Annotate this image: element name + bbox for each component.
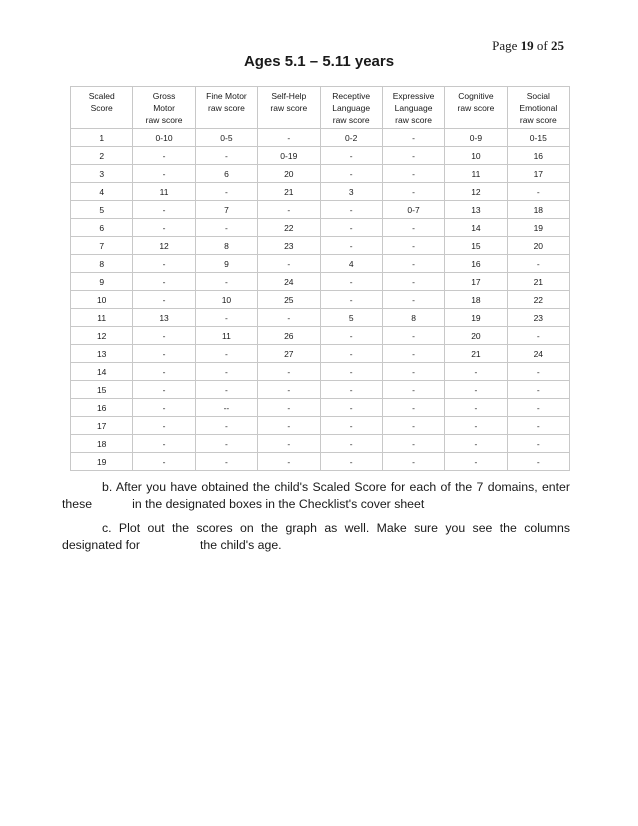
raw-score-cell: 3 (320, 183, 382, 201)
raw-score-cell: - (258, 435, 320, 453)
raw-score-cell: - (382, 453, 444, 471)
raw-score-cell: - (133, 255, 195, 273)
table-row (71, 147, 570, 165)
table-row (71, 237, 570, 255)
raw-score-cell: - (133, 399, 195, 417)
raw-score-cell: 19 (507, 219, 569, 237)
table-row (71, 345, 570, 363)
column-header-line: Social (526, 91, 550, 101)
raw-score-cell: - (507, 183, 569, 201)
column-header-line: raw score (145, 115, 183, 125)
column-header-line: raw score (395, 115, 432, 125)
raw-score-cell: - (507, 363, 569, 381)
raw-score-cell: - (320, 363, 382, 381)
raw-score-cell: 0-5 (195, 129, 257, 147)
raw-score-cell: - (258, 381, 320, 399)
column-header (445, 87, 507, 129)
column-header-line (258, 114, 319, 126)
page-label: Page (492, 38, 518, 53)
column-header-line: raw score (457, 103, 495, 113)
scaled-score-cell: 11 (71, 309, 133, 327)
column-header-line: Language (332, 103, 371, 113)
scaled-score-cell: 2 (71, 147, 133, 165)
column-header-line (445, 114, 506, 126)
table-row (71, 309, 570, 327)
column-header-line: Score (90, 103, 113, 113)
scaled-score-cell: 8 (71, 255, 133, 273)
raw-score-cell: - (133, 201, 195, 219)
raw-score-cell: - (133, 435, 195, 453)
column-header-line: Scaled (88, 91, 115, 101)
table-row (71, 219, 570, 237)
raw-score-cell: - (320, 147, 382, 165)
raw-score-cell: - (445, 435, 507, 453)
raw-score-cell: - (507, 435, 569, 453)
raw-score-cell: - (195, 273, 257, 291)
column-header (71, 87, 133, 129)
column-header-line: Expressive (392, 91, 435, 101)
raw-score-cell: 17 (445, 273, 507, 291)
raw-score-cell: - (320, 237, 382, 255)
column-header-line: raw score (270, 103, 308, 113)
table-body (71, 129, 570, 471)
column-header-line: Motor (153, 103, 175, 113)
raw-score-cell: 10 (195, 291, 257, 309)
column-header-line: Self-Help (271, 91, 307, 101)
raw-score-cell: 4 (320, 255, 382, 273)
raw-score-cell: 25 (258, 291, 320, 309)
raw-score-cell: 18 (507, 201, 569, 219)
page-number (492, 38, 564, 54)
raw-score-cell: -- (195, 399, 257, 417)
raw-score-cell: - (382, 363, 444, 381)
column-header-line: Emotional (519, 103, 558, 113)
scaled-score-cell: 9 (71, 273, 133, 291)
raw-score-cell: 26 (258, 327, 320, 345)
raw-score-cell: - (258, 309, 320, 327)
raw-score-cell: - (382, 399, 444, 417)
raw-score-cell: - (382, 147, 444, 165)
raw-score-cell: 12 (445, 183, 507, 201)
raw-score-cell: - (195, 183, 257, 201)
page-title: Ages 5.1 – 5.11 years (243, 53, 395, 70)
raw-score-cell: 0-9 (445, 129, 507, 147)
raw-score-cell: - (382, 327, 444, 345)
scaled-score-cell: 6 (71, 219, 133, 237)
raw-score-cell: - (507, 417, 569, 435)
raw-score-cell: - (258, 399, 320, 417)
raw-score-cell: 7 (195, 201, 257, 219)
raw-score-cell: - (133, 273, 195, 291)
raw-score-cell: - (507, 399, 569, 417)
raw-score-cell: 8 (195, 237, 257, 255)
table-row (71, 291, 570, 309)
raw-score-cell: - (382, 255, 444, 273)
raw-score-cell: - (133, 453, 195, 471)
table-row (71, 399, 570, 417)
raw-score-cell: - (382, 435, 444, 453)
column-header-line: Language (394, 103, 433, 113)
column-header-line: raw score (208, 103, 245, 113)
raw-score-cell: - (382, 183, 444, 201)
raw-score-cell: 10 (445, 147, 507, 165)
column-header (133, 87, 195, 129)
raw-score-cell: 0-10 (133, 129, 195, 147)
table-row (71, 417, 570, 435)
raw-score-cell: - (195, 417, 257, 435)
raw-score-cell: 14 (445, 219, 507, 237)
raw-score-cell: - (195, 363, 257, 381)
instruction-c-part2: the child's age. (199, 538, 282, 552)
raw-score-cell: 15 (445, 237, 507, 255)
raw-score-cell: 27 (258, 345, 320, 363)
raw-score-cell: - (320, 165, 382, 183)
raw-score-cell: - (195, 345, 257, 363)
scaled-score-cell: 7 (71, 237, 133, 255)
raw-score-cell: 13 (445, 201, 507, 219)
raw-score-cell: 17 (507, 165, 569, 183)
raw-score-cell: - (195, 453, 257, 471)
instruction-c (62, 520, 570, 554)
table-row (71, 273, 570, 291)
raw-score-cell: - (507, 255, 569, 273)
raw-score-cell: 21 (507, 273, 569, 291)
raw-score-cell: - (445, 417, 507, 435)
raw-score-cell: - (382, 219, 444, 237)
raw-score-cell: 23 (507, 309, 569, 327)
column-header-line: Receptive (332, 91, 371, 101)
raw-score-cell: - (445, 363, 507, 381)
table-row (71, 381, 570, 399)
raw-score-cell: - (258, 255, 320, 273)
column-header-line: raw score (519, 115, 557, 125)
raw-score-cell: - (133, 345, 195, 363)
raw-score-cell: - (320, 381, 382, 399)
raw-score-cell: - (258, 201, 320, 219)
raw-score-cell: 5 (320, 309, 382, 327)
raw-score-cell: - (507, 381, 569, 399)
raw-score-cell: - (507, 453, 569, 471)
scaled-score-cell: 3 (71, 165, 133, 183)
table-row (71, 201, 570, 219)
column-header (382, 87, 444, 129)
scaled-score-cell: 1 (71, 129, 133, 147)
raw-score-cell: - (382, 291, 444, 309)
raw-score-cell: 20 (445, 327, 507, 345)
raw-score-cell: - (258, 453, 320, 471)
raw-score-cell: 11 (445, 165, 507, 183)
scaled-score-cell: 17 (71, 417, 133, 435)
raw-score-cell: - (507, 327, 569, 345)
raw-score-cell: 11 (133, 183, 195, 201)
table-row (71, 165, 570, 183)
raw-score-cell: - (258, 417, 320, 435)
raw-score-cell: - (133, 219, 195, 237)
raw-score-cell: 13 (133, 309, 195, 327)
raw-score-cell: 12 (133, 237, 195, 255)
raw-score-cell: - (320, 399, 382, 417)
raw-score-cell: - (133, 381, 195, 399)
raw-score-cell: - (133, 327, 195, 345)
raw-score-cell: - (382, 345, 444, 363)
raw-score-cell: - (382, 417, 444, 435)
raw-score-cell: 19 (445, 309, 507, 327)
raw-score-cell: - (133, 363, 195, 381)
raw-score-cell: 21 (258, 183, 320, 201)
raw-score-cell: - (320, 453, 382, 471)
scaled-score-cell: 18 (71, 435, 133, 453)
raw-score-cell: - (382, 273, 444, 291)
scaled-score-cell: 15 (71, 381, 133, 399)
column-header-line: Cognitive (458, 91, 494, 101)
raw-score-cell: 16 (445, 255, 507, 273)
raw-score-cell: - (133, 417, 195, 435)
column-header-line: Gross (152, 91, 176, 101)
table-row (71, 363, 570, 381)
table-row (71, 453, 570, 471)
raw-score-cell: - (195, 147, 257, 165)
instruction-b-part2: in the designated boxes in the Checklist's cover sheet (132, 497, 425, 511)
raw-score-cell: - (133, 165, 195, 183)
scaled-score-cell: 14 (71, 363, 133, 381)
table-row (71, 255, 570, 273)
page-current: 19 (520, 38, 534, 53)
instruction-b (62, 479, 570, 513)
raw-score-cell: - (133, 291, 195, 309)
table-row (71, 327, 570, 345)
raw-score-cell: 0-19 (258, 147, 320, 165)
raw-score-cell: 8 (382, 309, 444, 327)
raw-score-cell: - (195, 309, 257, 327)
raw-score-cell: 22 (507, 291, 569, 309)
raw-score-cell: 18 (445, 291, 507, 309)
raw-score-cell: 0-7 (382, 201, 444, 219)
column-header-line (196, 114, 257, 126)
column-header-line (71, 114, 132, 126)
raw-score-cell: 0-15 (507, 129, 569, 147)
raw-score-cell: - (382, 237, 444, 255)
raw-score-cell: 16 (507, 147, 569, 165)
raw-score-cell: 24 (507, 345, 569, 363)
scaled-score-cell: 16 (71, 399, 133, 417)
scaled-score-cell: 12 (71, 327, 133, 345)
raw-score-cell: 20 (507, 237, 569, 255)
instruction-b-part1: b. After you have obtained the child's Scaled Score for each of the 7 domains, enter these (62, 480, 570, 511)
page-of: of (536, 38, 548, 53)
raw-score-cell: - (445, 381, 507, 399)
raw-score-cell: 0-2 (320, 129, 382, 147)
scaled-score-cell: 10 (71, 291, 133, 309)
raw-score-cell: 24 (258, 273, 320, 291)
raw-score-cell: - (445, 399, 507, 417)
raw-score-cell: - (320, 327, 382, 345)
raw-score-cell: - (320, 435, 382, 453)
scaled-score-cell: 5 (71, 201, 133, 219)
raw-score-cell: - (258, 129, 320, 147)
raw-score-cell: - (133, 147, 195, 165)
scaled-score-cell: 19 (71, 453, 133, 471)
raw-score-cell: - (195, 435, 257, 453)
column-header-line: Fine Motor (206, 91, 247, 101)
column-header (195, 87, 257, 129)
raw-score-cell: - (382, 165, 444, 183)
instruction-c-part1: c. Plot out the scores on the graph as well. Make sure you see the columns designated for (62, 521, 570, 552)
raw-score-cell: 20 (258, 165, 320, 183)
raw-score-cell: - (258, 363, 320, 381)
table-row (71, 435, 570, 453)
column-header-line: raw score (332, 115, 370, 125)
raw-score-cell: - (320, 291, 382, 309)
raw-score-cell: - (320, 417, 382, 435)
table-header-row (71, 87, 570, 129)
raw-score-cell: - (382, 381, 444, 399)
raw-score-cell: - (320, 219, 382, 237)
raw-score-cell: - (195, 219, 257, 237)
raw-score-cell: - (320, 201, 382, 219)
raw-score-cell: - (382, 129, 444, 147)
page-total: 25 (551, 38, 564, 53)
raw-score-cell: 11 (195, 327, 257, 345)
scaled-score-cell: 13 (71, 345, 133, 363)
raw-score-cell: - (320, 345, 382, 363)
scaled-score-cell: 4 (71, 183, 133, 201)
raw-score-cell: - (445, 453, 507, 471)
raw-score-cell: 22 (258, 219, 320, 237)
raw-score-cell: 23 (258, 237, 320, 255)
table-row (71, 183, 570, 201)
raw-score-cell: - (320, 273, 382, 291)
raw-score-cell: 6 (195, 165, 257, 183)
table-row (71, 129, 570, 147)
raw-score-cell: 9 (195, 255, 257, 273)
column-header (258, 87, 320, 129)
raw-score-cell: - (195, 381, 257, 399)
scaled-score-table (70, 86, 570, 471)
column-header (507, 87, 569, 129)
column-header (320, 87, 382, 129)
raw-score-cell: 21 (445, 345, 507, 363)
